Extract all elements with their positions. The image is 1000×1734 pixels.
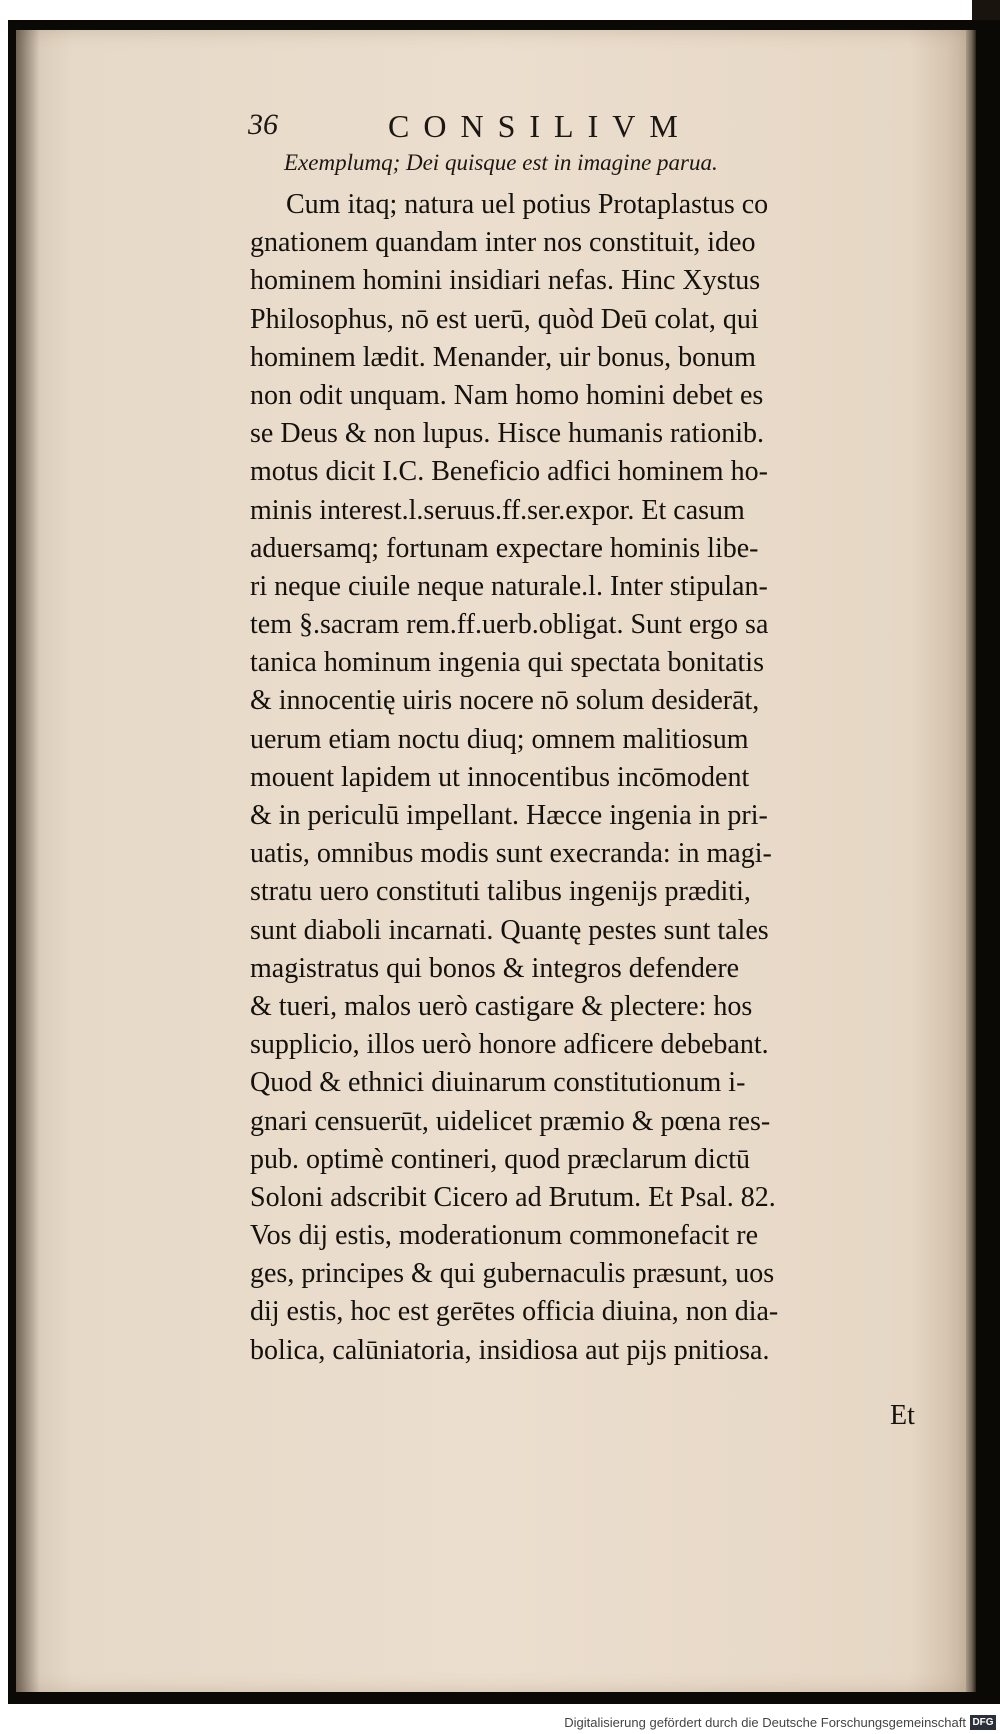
running-head [248,108,868,148]
text-line: dij estis, hoc est gerētes officia diuina, non dia- [250,1296,779,1328]
text-line: tem §.sacram rem.ff.uerb.obligat. Sunt ergo sa [250,609,769,641]
text-line: bolica, calūniatoria, insidiosa aut pijs pnitiosa. [250,1334,770,1366]
text-line: gnationem quandam inter nos constituit, ideo [250,227,756,259]
text-line: aduersamq; fortunam expectare hominis libe- [250,532,759,564]
text-line: & innocentię uiris nocere nō solum desiderāt, [250,685,760,717]
book-title: CONSILIVM [388,108,692,144]
footer-bar [0,1712,1000,1734]
body-text [250,186,940,1370]
text-line: mouent lapidem ut innocentibus incōmodent [250,761,750,793]
text-line: Soloni adscribit Cicero ad Brutum. Et Psal. 82. [250,1181,776,1213]
text-line: Cum itaq; natura uel potius Protaplastus co [286,189,769,220]
page-number: 36 [248,108,278,141]
text-line: se Deus & non lupus. Hisce humanis rationib. [250,418,765,450]
dfg-credit: Digitalisierung gefördert durch die Deutsche Forschungsgemeinschaft [564,1715,966,1730]
dfg-logo: DFG [970,1715,996,1730]
text-line: pub. optimè contineri, quod præclarum dictū [250,1143,751,1175]
text-line: gnari censuerūt, uidelicet præmio & pœna res- [250,1105,771,1137]
text-line: tanica hominum ingenia qui spectata bonitatis [250,647,764,679]
text-line: ri neque ciuile neque naturale.l. Inter stipulan- [250,570,768,602]
catchword: Et [890,1400,915,1431]
text-line: ges, principes & qui gubernaculis præsunt, uos [250,1258,775,1290]
text-line: minis interest.l.seruus.ff.ser.expor. Et casum [250,494,745,526]
text-line: Quod & ethnici diuinarum constitutionum i- [250,1067,746,1099]
text-line: Philosophus, nō est uerū, quòd Deū colat, qui [250,303,759,335]
text-line: Vos dij estis, moderationum commonefacit re [250,1220,759,1252]
text-line: uatis, omnibus modis sunt execranda: in magi- [250,838,772,870]
text-line: supplicio, illos uerò honore adficere debebant. [250,1029,769,1061]
text-line: sunt diaboli incarnati. Quantę pestes sunt tales [250,914,769,946]
text-line: magistratus qui bonos & integros defendere [250,952,740,984]
page-gutter-shadow [16,30,40,1692]
text-line: hominem homini insidiari nefas. Hinc Xystus [250,265,761,297]
text-line: hominem lædit. Menander, uir bonus, bonum [250,341,756,373]
text-line: uerum etiam noctu diuq; omnem malitiosum [250,723,749,755]
text-line: non odit unquam. Nam homo homini debet es [250,379,764,411]
text-line: motus dicit I.C. Beneficio adfici hominem ho- [250,456,768,488]
text-line: & tueri, malos uerò castigare & plectere: hos [250,990,753,1022]
text-line: & in periculū impellant. Hæcce ingenia in pri- [250,800,768,831]
text-line: stratu uero constituti talibus ingenijs præditi, [250,876,751,908]
page-edge [966,30,976,1692]
corner-mark [972,0,1000,20]
verse-line: Exemplumq; Dei quisque est in imagine parua. [284,150,718,175]
